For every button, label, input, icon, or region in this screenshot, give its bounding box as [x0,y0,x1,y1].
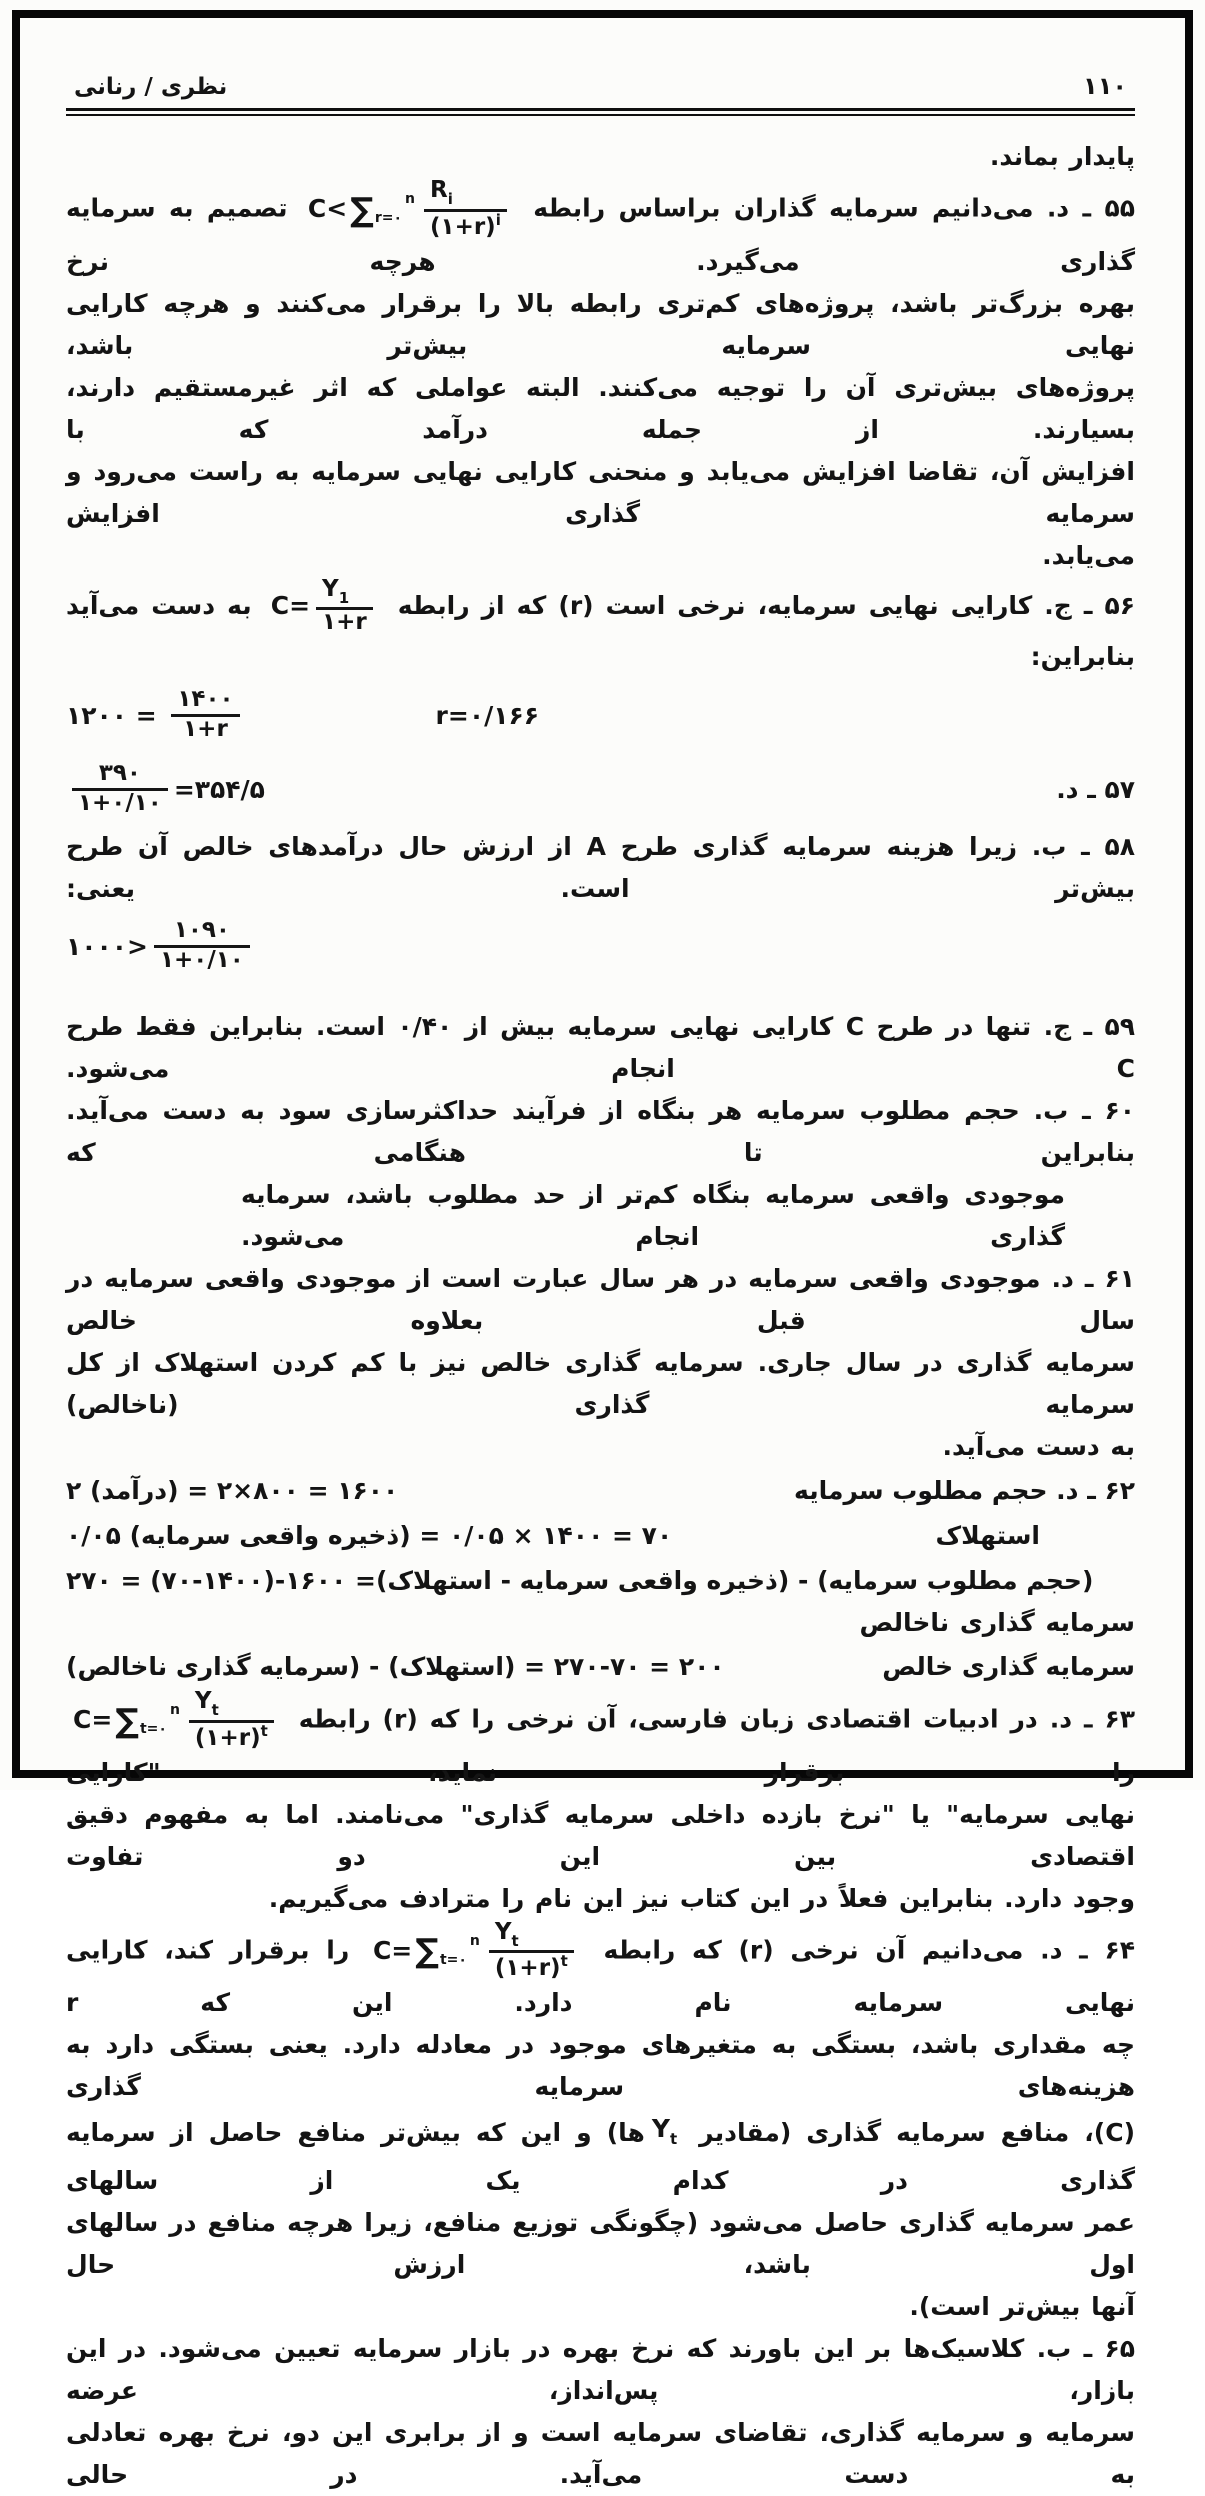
math-text: C= [73,1705,113,1735]
fraction-numerator: ۱۴۰۰ [171,687,239,717]
line-text: چه مقداری باشد، بستگی به متغیرهای موجود در معادله دارد. یعنی بستگی دارد به هزینه‌های سرمایه گذاری [66,2030,1135,2102]
header-title: نظری / رنانی [74,74,228,100]
summation-upper-bound: n [469,1932,480,1949]
line-text: ها) و این که بیش‌تر منافع حاصل از سرمایه گذاری در کدام یک از سالهای [66,2118,1135,2196]
formula-persian-label: استهلاک [387,1565,492,1595]
line-text: ۶۱ ـ د. موجودی واقعی سرمایه در هر سال عبارت است از موجودی واقعی سرمایه در سال قبل بعلاوه خالص [66,1264,1135,1336]
text-line [66,283,1135,367]
summation-lower-bound: t=۰ [139,1721,167,1738]
fraction-denominator: ۱+r [183,716,228,743]
text-line [66,2412,1135,2496]
line-text: سرمایه گذاری در سال جاری. سرمایه گذاری خالص نیز با کم کردن استهلاک از کل سرمایه گذاری (ناخالص) [66,1348,1135,1420]
fraction [424,178,507,241]
formula-cell [66,761,265,817]
fraction-numerator: $Y_t$ [189,1689,274,1723]
row-label: استهلاک [935,1521,1040,1551]
formula-row [66,910,1135,982]
fraction-denominator: (۱+r)$^t$ [494,1952,568,1982]
text-line [66,1794,1135,1878]
inline-formula [308,178,513,241]
summation-symbol: ∑ r=۰ n [350,188,415,230]
math-text: ۱۰۰۰> [66,931,148,961]
text-line [66,1174,1135,1258]
line-text: آنها بیش‌تر است). [909,2292,1135,2322]
line-text: پروژه‌های بیش‌تری آن را توجیه می‌کنند. البته عواملی که اثر غیرمستقیم دارند، بسیارند. از جمله درآمد که با [66,372,1135,444]
text-line [66,451,1135,535]
summation-symbol: ∑ t=۰ n [115,1699,180,1741]
formula-persian-label: سرمایه گذاری ناخالص [77,1652,349,1682]
text-line [66,1920,1135,2025]
text-line [66,2108,1135,2202]
fraction [72,761,168,817]
fraction [189,1689,274,1752]
fraction-numerator: $Y_1$ [316,577,373,611]
row-label: سرمایه گذاری خالص [882,1652,1135,1682]
fraction [171,687,239,743]
line-text: سرمایه و سرمایه گذاری، تقاضای سرمایه است و از برابری این دو، نرخ بهره تعادلی به دست می‌آید. در حالی [66,2418,1135,2490]
text-line [66,1878,1135,1920]
formula-persian-label: ذخیره واقعی سرمایه [519,1565,778,1595]
formula-cell [66,1566,1093,1595]
math-text: ) = ۲۷۰-۷۰ = ۲۰۰ [504,1652,725,1682]
math-text: ۲۷۰ = (۷۰-۱۴۰۰)-۱۶۰۰ =( [66,1565,388,1595]
line-text: ۶۵ ـ ب. کلاسیک‌ها بر این باورند که نرخ بهره در بازار سرمایه تعیین می‌شود. در این بازار، پس‌انداز، عرضه [66,2334,1135,2406]
formula-row [66,1558,1135,1602]
text-line [66,577,1135,679]
math-text: ) [1081,1565,1094,1595]
formula-cell [66,918,256,974]
line-text: پایدار بماند. [989,142,1135,171]
formula-cell [436,701,539,730]
math-text: ۰/۰۵ ( [66,1521,142,1551]
text-line [66,2328,1135,2412]
math-text: C= [270,591,311,621]
formula-row [66,678,1135,752]
fraction-numerator: $Y_t$ [489,1920,574,1954]
text-line [66,1426,1135,1468]
line-text: (C)، منافع سرمایه گذاری (مقادیر [684,2118,1136,2148]
fraction [154,918,250,974]
page-header [66,72,1135,108]
formula-cell [66,687,246,743]
line-text: سرمایه گذاری ناخالص [859,1608,1135,1638]
line-text: موجودی واقعی سرمایه بنگاه کم‌تر از حد مطلوب باشد، سرمایه گذاری انجام می‌شود. [241,1180,1065,1252]
math-text: =۳۵۴/۵ [173,774,265,804]
line-text: بهره بزرگ‌تر باشد، پروژه‌های کم‌تری رابطه بالا را برقرار می‌کنند و هرچه کارایی نهایی سرمایه بیش‌تر باشد، [66,288,1135,360]
math-text: $Y_t$ [651,2114,678,2149]
formula-persian-label: حجم مطلوب سرمایه [828,1565,1082,1595]
text-line [66,2286,1135,2328]
line-text: عمر سرمایه گذاری حاصل می‌شود (چگونگی توزیع منافع، زیرا هرچه منافع در سالهای اول باشد، ارزش حال [66,2208,1135,2280]
line-text: را برقرار نماید، "کارایی [66,1757,1135,1787]
math-text: - [491,1565,520,1595]
formula-row [66,1644,1135,1689]
row-label: ۵۷ ـ د. [1056,774,1135,804]
line-text: ۶۴ ـ د. می‌دانیم آن نرخی (r) که رابطه [586,1934,1135,1964]
summation-lower-bound: t=۰ [439,1951,467,1968]
text-line [66,178,1135,283]
inline-formula [271,577,379,637]
inline-formula [652,2108,677,2160]
page-number: ۱۱۰ [1083,72,1127,100]
formula-persian-label: درآمد [101,1476,168,1506]
formula-cell [66,1476,398,1505]
fraction-denominator: (۱+r)$^t$ [194,1721,268,1751]
fraction-denominator: ۱+r [322,609,367,636]
text-line [66,1258,1135,1342]
line-text: افزایش آن، تقاضا افزایش می‌یابد و منحنی کارایی نهایی سرمایه به راست می‌رود و سرمایه گذاری افزایش [66,456,1135,528]
formula-row [66,752,1135,826]
line-text: ۵۶ ـ ج. کارایی نهایی سرمایه، نرخی است (r) که از رابطه [385,590,1135,620]
text-line [66,2024,1135,2108]
text-line [66,1090,1135,1174]
line-text: می‌یابد. [1042,540,1135,570]
math-text: ( [66,1652,78,1682]
formula-row [66,1513,1135,1558]
math-text: ) - ( [777,1565,829,1595]
summation-lower-bound: r=۰ [374,210,403,227]
math-text: ) = ۰/۰۵ × ۱۴۰۰ = ۷۰ [399,1521,673,1551]
fraction-denominator: ۱+۰/۱۰ [78,790,162,817]
fraction [316,577,373,637]
line-text: را برقرار کند، کارایی نهایی سرمایه نام دارد. این که r [66,1934,1135,2018]
page-content [66,72,1135,2496]
row-label: ۶۲ ـ د. حجم مطلوب سرمایه [794,1476,1135,1506]
math-text: r=۰/۱۶۶ [435,700,539,730]
fraction [489,1920,574,1983]
fraction-numerator: ۳۹۰ [72,761,168,791]
line-text: ۶۳ ـ د. در ادبیات اقتصادی زبان فارسی، آن نرخی را که (r) رابطه [286,1704,1135,1734]
line-text: ۵۹ ـ ج. تنها در طرح C کارایی نهایی سرمایه بیش از ۰/۴۰ است. بنابراین فقط طرح C انجام می‌شود. [66,1012,1135,1084]
formula-persian-label: استهلاک [399,1652,505,1682]
text-line [66,826,1135,910]
vertical-gap [66,982,1135,1006]
formula-cell [66,1652,725,1681]
inline-formula [73,1689,280,1752]
math-text: C< [307,194,348,224]
text-line [66,1006,1135,1090]
line-text: وجود دارد. بنابراین فعلاً در این کتاب نیز این نام را مترادف می‌گیریم. [268,1883,1135,1913]
fraction-denominator: ۱+۰/۱۰ [159,947,244,974]
summation-symbol: ∑ t=۰ n [415,1930,480,1972]
formula-cell [66,1521,672,1550]
inline-formula [373,1920,580,1983]
formula-row [66,1468,1135,1513]
header-rule [66,108,1135,116]
math-text: C= [372,1935,413,1965]
line-text: نهایی سرمایه" یا "نرخ بازده داخلی سرمایه گذاری" می‌نامند. اما به مفهوم دقیق اقتصادی بین این دو تفاوت [66,1799,1135,1871]
math-text: ۲ ( [66,1476,102,1506]
fraction-numerator: $R_i$ [424,178,507,212]
text-line [66,1689,1135,1794]
text-line [66,1602,1135,1644]
text-line [66,535,1135,577]
text-line [66,367,1135,451]
line-text: تصمیم به سرمایه گذاری می‌گیرد. هرچه نرخ [66,193,1135,276]
text-line [66,136,1135,178]
line-text: ۵۸ ـ ب. زیرا هزینه سرمایه گذاری طرح A از ارزش حال درآمدهای خالص آن طرح بیش‌تر است. یعنی: [66,832,1135,904]
math-text: ) = ۲×۸۰۰ = ۱۶۰۰ [167,1476,399,1506]
fraction-denominator: (۱+r)$^i$ [430,210,501,240]
summation-upper-bound: n [405,191,416,208]
line-text: به دست می‌آید بنابراین: [66,590,1135,672]
summation-upper-bound: n [169,1702,180,1719]
line-text: ۶۰ ـ ب. حجم مطلوب سرمایه هر بنگاه از فرآیند حداکثرسازی سود به دست می‌آید. بنابراین تا هنگامی که [66,1096,1135,1168]
formula-persian-label: ذخیره واقعی سرمایه [141,1521,400,1551]
fraction-numerator: ۱۰۹۰ [154,918,250,948]
text-line [66,1342,1135,1426]
content-lines [66,130,1135,2496]
math-text: ) - ( [348,1652,400,1682]
line-text: به دست می‌آید. [942,1432,1135,1462]
line-text: ۵۵ ـ د. می‌دانیم سرمایه گذاران براساس رابطه [519,193,1135,223]
math-text: ۱۲۰۰ = [66,700,166,730]
text-line [66,2202,1135,2286]
